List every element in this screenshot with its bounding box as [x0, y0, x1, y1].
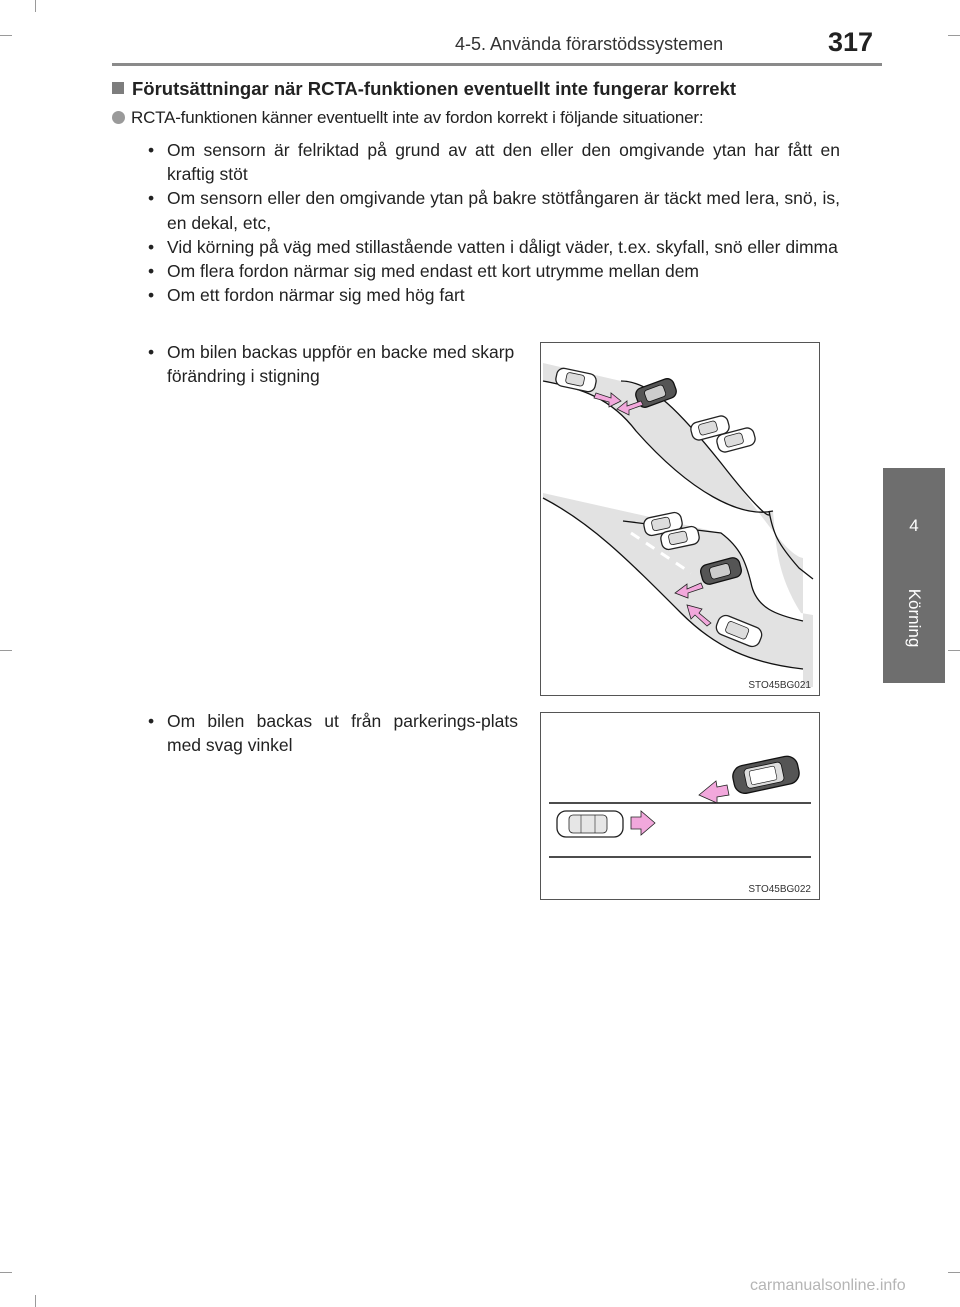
chapter-tab [883, 468, 945, 683]
figure-code: STO45BG022 [748, 884, 811, 895]
slope-figure [540, 342, 820, 696]
crop-mark [948, 35, 960, 36]
car-icon [731, 754, 801, 795]
parking-angle-illustration-icon [541, 713, 818, 898]
crop-mark [0, 35, 12, 36]
list-item: • Om bilen backas ut från parkerings-plats med svag vinkel [148, 709, 518, 757]
circle-bullet-icon [112, 111, 125, 124]
square-bullet-icon [112, 82, 124, 94]
slope-cars-illustration-icon [541, 343, 818, 694]
crop-mark [948, 650, 960, 651]
lead-text: RCTA-funktionen känner eventuellt inte av fordon korrekt i följande situationer: [131, 108, 704, 127]
section-heading [112, 78, 736, 100]
crop-mark [948, 1272, 960, 1273]
section-title: 4-5. Använda förarstödssystemen [455, 34, 724, 54]
list-item: • Om bilen backas uppför en backe med skarp förändring i stigning [148, 340, 518, 388]
parking-figure [540, 712, 820, 900]
list-item: • Om sensorn är felriktad på grund av att den eller den omgivande ytan har fått en kraftig stöt [148, 138, 840, 186]
car-icon [555, 367, 598, 393]
watermark: carmanualsonline.info [750, 1277, 906, 1294]
arrow-icon [631, 811, 655, 835]
crop-mark [35, 0, 36, 12]
car-icon [557, 811, 623, 837]
section-heading-text: Förutsättningar när RCTA-funktionen eventuellt inte fungerar korrekt [132, 78, 737, 99]
crop-mark [35, 1295, 36, 1307]
header-divider [112, 63, 882, 66]
page-number: 317 [828, 27, 874, 57]
condition-list [148, 138, 840, 307]
figure-list-2 [148, 709, 518, 757]
list-item: • Om sensorn eller den omgivande ytan på bakre stötfångaren är täckt med lera, snö, is, en dekal, etc, [148, 186, 840, 234]
lead-paragraph [112, 108, 703, 128]
chapter-label: Körning [905, 588, 924, 648]
list-item: • Vid körning på väg med stillastående vatten i dåligt väder, t.ex. skyfall, snö eller dimma [148, 235, 840, 259]
list-item: • Om ett fordon närmar sig med hög fart [148, 283, 840, 307]
crop-mark [0, 1272, 12, 1273]
figure-list-1 [148, 340, 518, 388]
arrow-icon [699, 781, 729, 803]
list-item: • Om flera fordon närmar sig med endast ett kort utrymme mellan dem [148, 259, 840, 283]
chapter-number: 4 [909, 516, 919, 535]
crop-mark [0, 650, 12, 651]
figure-code: STO45BG021 [748, 680, 811, 691]
